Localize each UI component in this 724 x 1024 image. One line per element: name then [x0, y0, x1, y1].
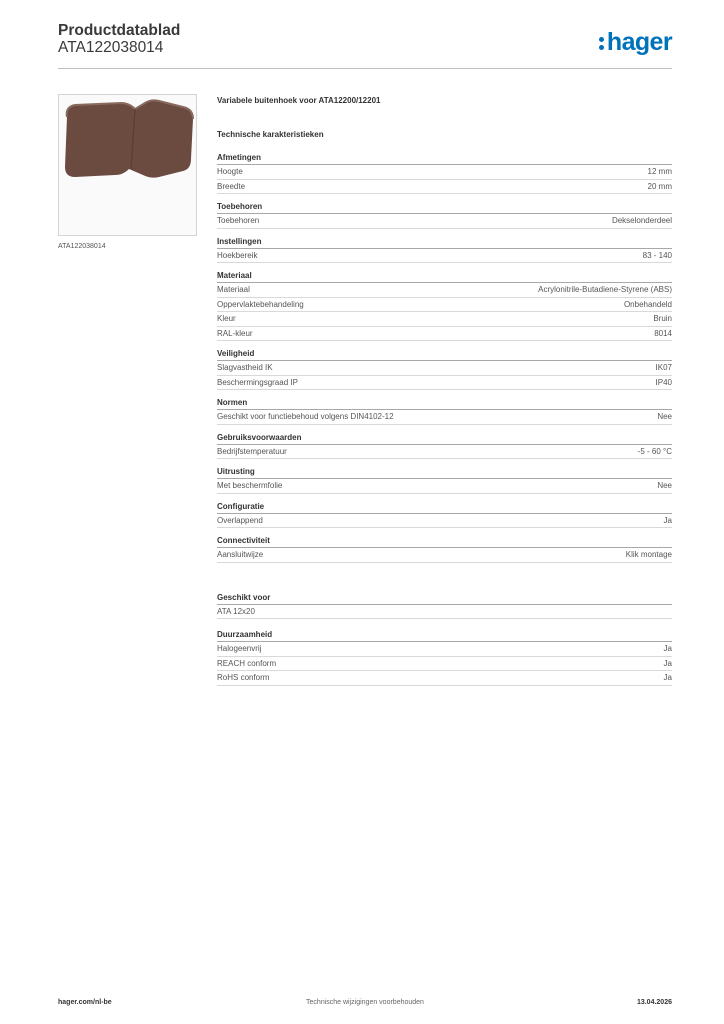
spec-label: Oppervlaktebehandeling	[217, 299, 304, 309]
page-title: Productdatablad	[58, 22, 181, 39]
spec-value: Ja	[663, 515, 672, 525]
spec-label: Toebehoren	[217, 216, 260, 225]
section-geschikt-voor	[217, 592, 672, 620]
section-heading: Materiaal	[217, 270, 672, 283]
spec-value: 8014	[654, 328, 672, 338]
footer-disclaimer: Technische wijzigingen voorbehouden	[306, 999, 424, 1006]
footer-date: 13.04.2026	[636, 999, 672, 1006]
product-image	[58, 94, 197, 236]
section-heading: Normen	[217, 397, 672, 410]
spec-label: Geschikt voor functiebehoud volgens DIN4102-12	[217, 412, 394, 421]
product-code: ATA122038014	[58, 39, 164, 56]
section-configuratie	[217, 501, 672, 529]
section-heading: Afmetingen	[217, 152, 672, 165]
spec-label: Beschermingsgraad IP	[217, 377, 298, 387]
spec-value: 12 mm	[647, 167, 672, 176]
product-description: Variabele buitenhoek voor ATA12200/12201	[217, 96, 381, 105]
section-veiligheid	[217, 348, 672, 390]
spec-row	[217, 548, 672, 563]
section-toebehoren	[217, 201, 672, 229]
spec-row	[217, 642, 672, 657]
spec-value: Ja	[663, 658, 672, 668]
spec-row	[217, 249, 672, 264]
spec-label: Kleur	[217, 314, 236, 323]
corner-piece-icon	[59, 95, 196, 235]
section-materiaal	[217, 270, 672, 341]
section-heading: Connectiviteit	[217, 535, 672, 548]
spec-value: Acrylonitrile-Butadiene-Styrene (ABS)	[538, 285, 672, 294]
spec-label: Hoogte	[217, 167, 243, 176]
spec-row	[217, 283, 672, 298]
tech-heading: Technische karakteristieken	[217, 130, 324, 139]
spec-label: Slagvastheid IK	[217, 363, 273, 372]
spec-content	[217, 96, 672, 693]
header-divider	[58, 68, 672, 69]
section-heading: Veiligheid	[217, 348, 672, 361]
logo-text: hager	[606, 28, 672, 56]
section-heading: Duurzaamheid	[217, 629, 672, 642]
spec-value: Ja	[663, 644, 672, 653]
spec-label: RAL-kleur	[217, 328, 253, 338]
spec-label: Overlappend	[217, 515, 263, 525]
spec-row	[217, 657, 672, 672]
section-uitrusting	[217, 466, 672, 494]
spec-value: Klik montage	[625, 550, 672, 559]
spec-row	[217, 214, 672, 229]
page-header	[58, 22, 672, 70]
spec-row	[217, 312, 672, 327]
logo-dots-icon	[599, 35, 605, 51]
section-connectiviteit	[217, 535, 672, 563]
section-heading: Configuratie	[217, 501, 672, 514]
spec-row	[217, 410, 672, 425]
spec-label: Met beschermfolie	[217, 481, 283, 490]
spec-row	[217, 327, 672, 342]
spec-label: Halogeenvrij	[217, 644, 262, 653]
spec-value: 20 mm	[647, 181, 672, 191]
spec-value: Bruin	[653, 314, 672, 323]
section-instellingen	[217, 236, 672, 264]
spec-label: RoHS conform	[217, 673, 270, 682]
spec-value: 83 - 140	[642, 250, 672, 260]
section-afmetingen	[217, 152, 672, 194]
spec-row	[217, 671, 672, 686]
spec-row	[217, 180, 672, 195]
spec-label: REACH conform	[217, 658, 277, 668]
section-gebruiksvoorwaarden	[217, 432, 672, 460]
section-spacer	[217, 570, 672, 592]
spec-value: Ja	[663, 673, 672, 682]
spec-label: Aansluitwijze	[217, 550, 264, 559]
section-normen	[217, 397, 672, 425]
image-caption: ATA122038014	[58, 243, 106, 250]
spec-value: Onbehandeld	[623, 299, 672, 309]
section-heading: Gebruiksvoorwaarden	[217, 432, 672, 445]
compatible-row	[217, 605, 672, 620]
section-duurzaamheid	[217, 629, 672, 686]
spec-value: Dekselonderdeel	[611, 216, 672, 225]
spec-row	[217, 165, 672, 180]
section-heading: Toebehoren	[217, 201, 672, 214]
spec-value: Nee	[657, 481, 672, 490]
spec-label: Bedrijfstemperatuur	[217, 446, 287, 456]
section-heading: Instellingen	[217, 236, 672, 249]
footer-website-link[interactable]: hager.com/nl-be	[58, 999, 112, 1006]
compatible-item: ATA 12x20	[217, 606, 255, 616]
spec-row	[217, 298, 672, 313]
spec-value: -5 - 60 °C	[637, 446, 672, 456]
spec-value: IP40	[655, 377, 672, 387]
hager-logo	[599, 28, 672, 57]
spec-value: Nee	[657, 412, 672, 421]
spec-label: Breedte	[217, 181, 246, 191]
section-heading: Uitrusting	[217, 466, 672, 479]
spec-row	[217, 376, 672, 391]
spec-row	[217, 479, 672, 494]
section-heading: Geschikt voor	[217, 592, 672, 605]
spec-row	[217, 445, 672, 460]
spec-value: IK07	[655, 363, 672, 372]
spec-label: Materiaal	[217, 285, 250, 294]
spec-row	[217, 361, 672, 376]
spec-label: Hoekbereik	[217, 250, 258, 260]
spec-row	[217, 514, 672, 529]
